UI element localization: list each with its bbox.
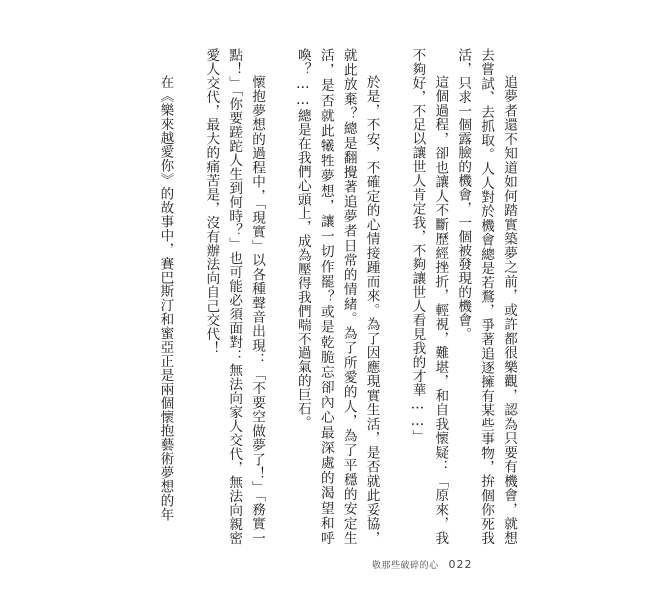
page-number: 022 (448, 557, 473, 571)
page-footer (372, 556, 473, 572)
vertical-text-block (150, 48, 520, 545)
paragraph-4: 懷抱夢想的過程中，「現實」以各種聲音出現：「不要空做夢了！」「務實一點！」「你要蹉跎人生到何時？」也可能必須面對：無法向家人交代，無法向親密愛人交代，最大的痛苦是，沒有辦法向自己交代！ (203, 48, 266, 545)
paragraph-1: 追夢者還不知道如何踏實築夢之前，或許都很樂觀，認為只要有機會，就想去嘗試、去抓取。人人對於機會總是若鶩，爭著追逐擁有某些事物，拚個你死我活，只求一個露臉的機會，一個被發現的機會。 (455, 48, 517, 545)
paragraph-3: 於是，不安，不確定的心情接踵而來。為了因應現實生活，是否就此妥協，就此放棄？總是翻攪著追夢者日常的情緒。為了所愛的人，為了平穩的安定生活，是否就此犧牲夢想，讓一切作罷？或是乾脆忘卻內心最深處的渴望和呼喚？……總是在我們心頭上，成為壓得我們喘不過氣的巨石。 (294, 48, 380, 545)
paragraph-5: 在《樂來越愛你》的故事中，賽巴斯汀和蜜亞正是兩個懷抱藝術夢想的年 (157, 75, 174, 522)
running-title: 敬那些破碎的心 (372, 560, 439, 571)
paragraph-2: 這個過程，卻也讓人不斷歷經挫折，輕視，難堪，和自我懷疑：「原來，我不夠好，不足以讓世人肯定我，不夠讓世人看見我的才華……」 (409, 48, 449, 545)
